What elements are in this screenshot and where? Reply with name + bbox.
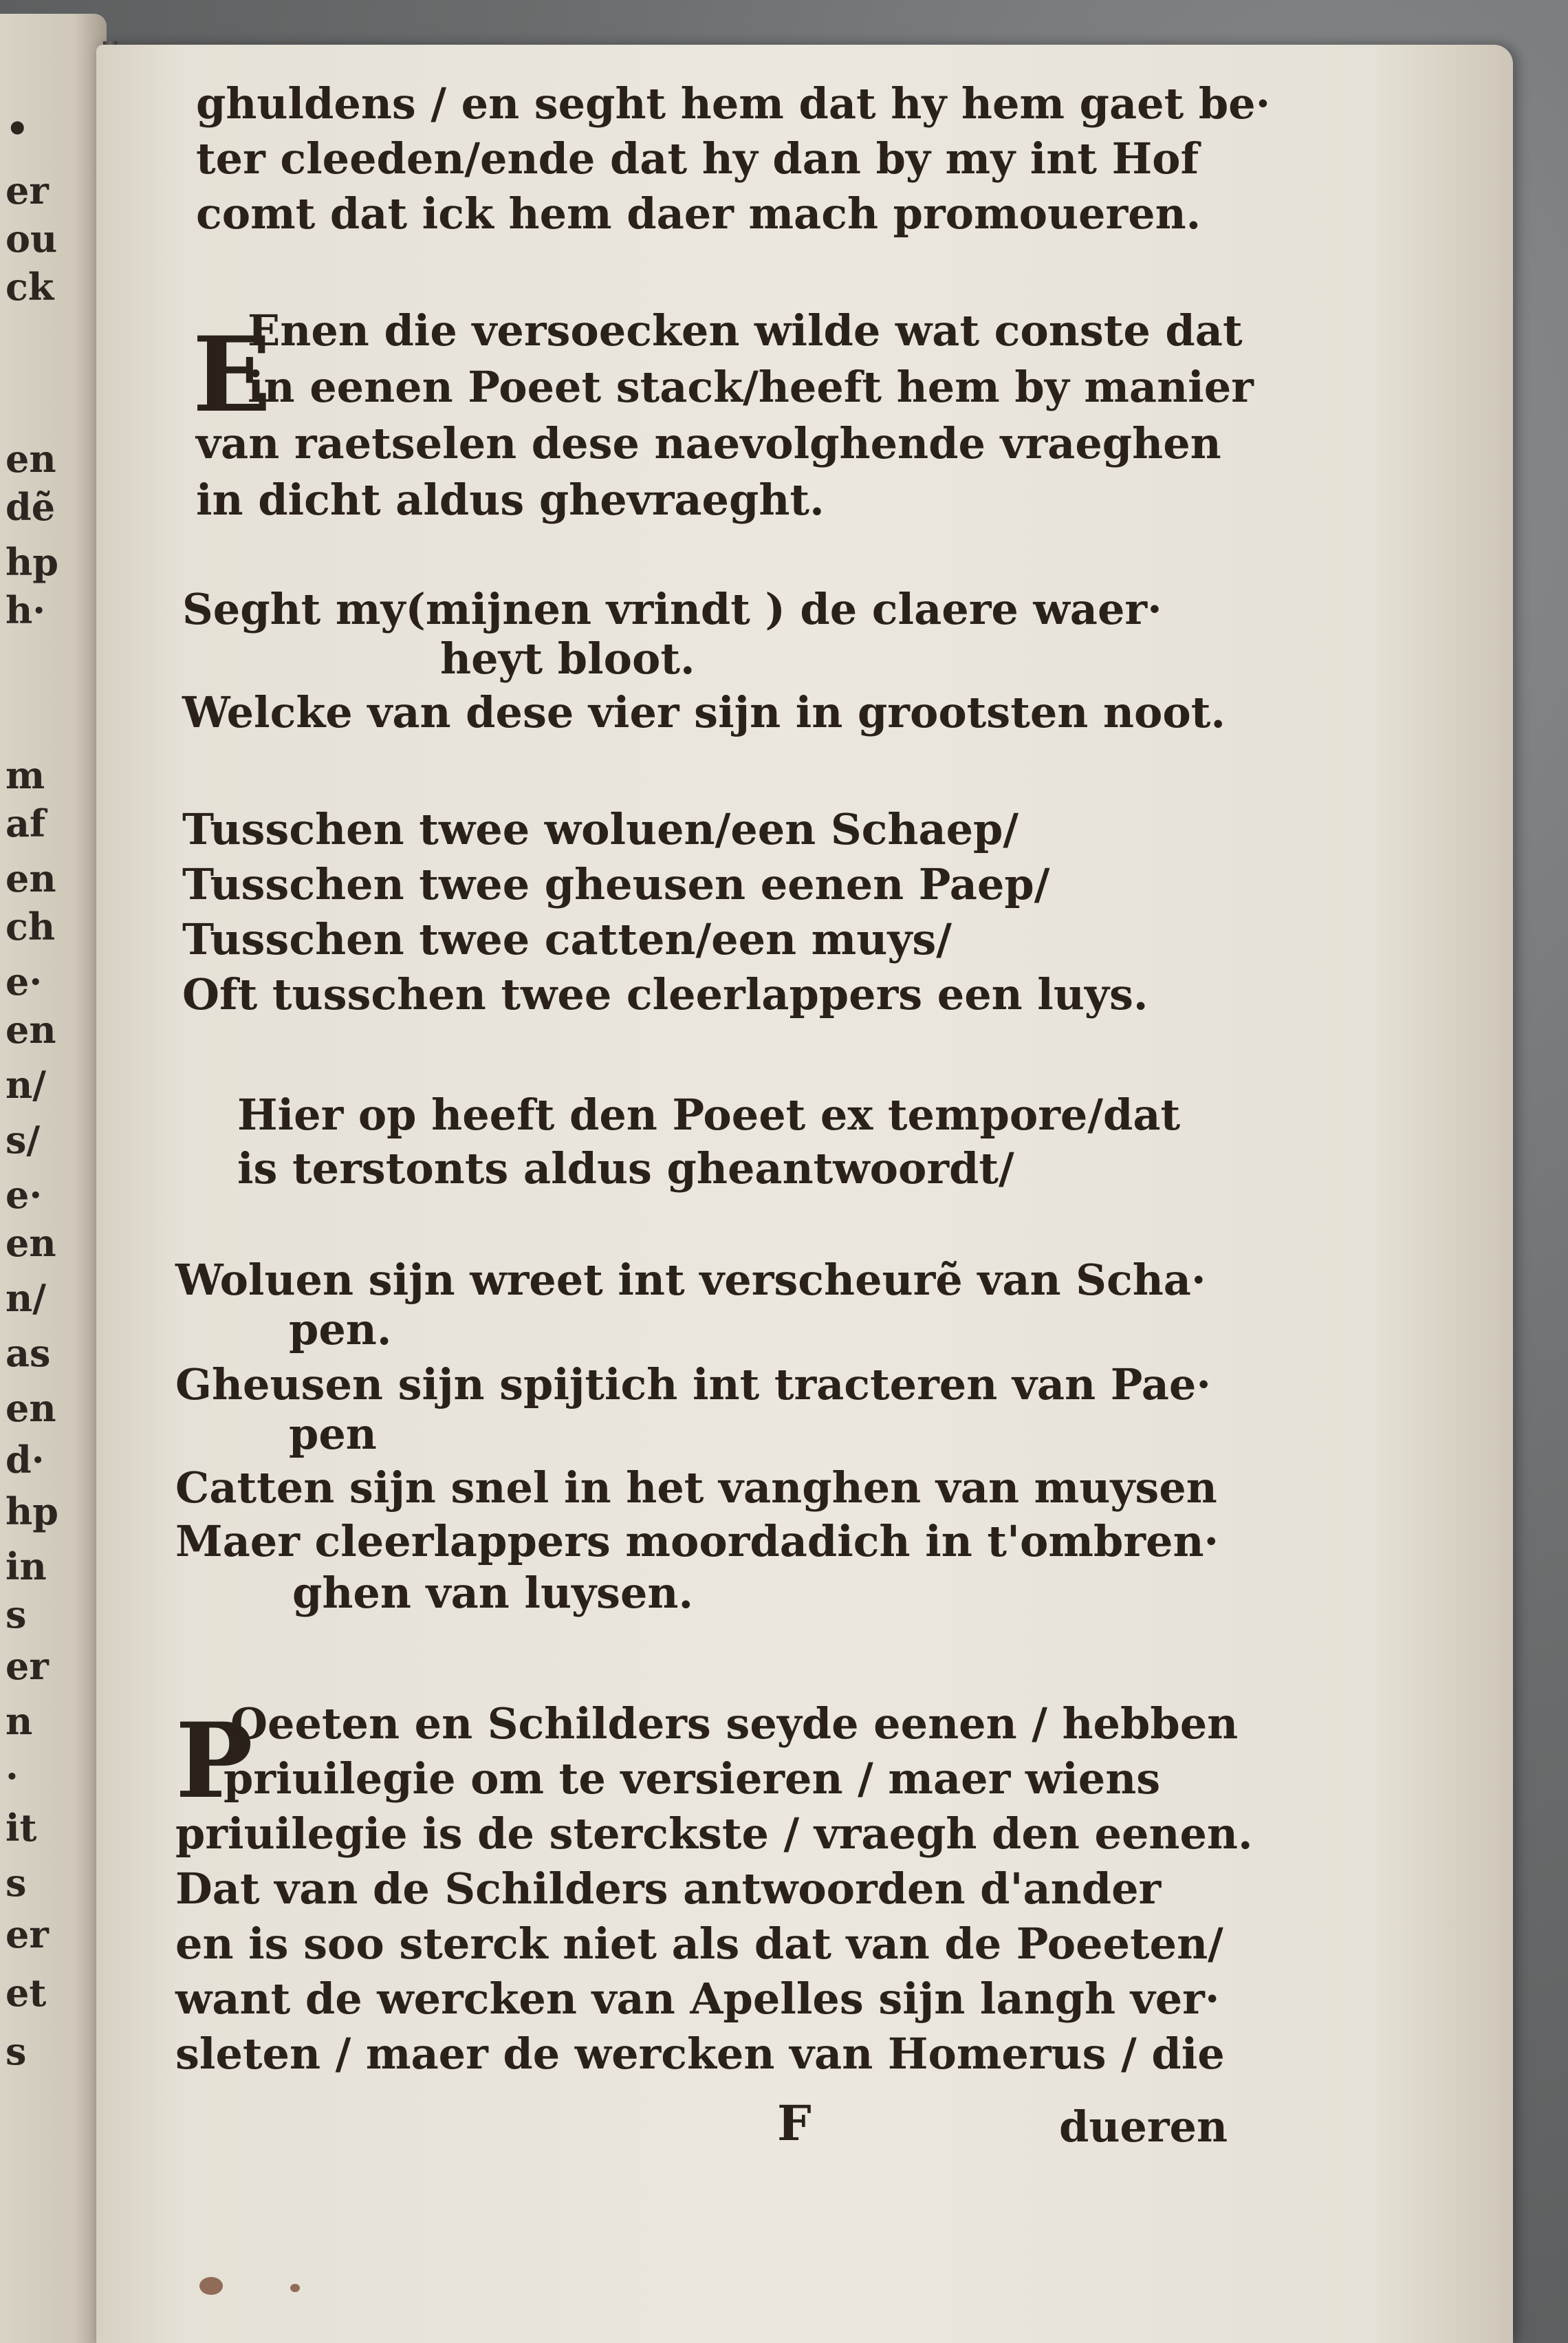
- text-line: in eenen Poeet stack/heeft hem by manier: [248, 362, 1254, 412]
- margin-fragment: in: [6, 1544, 47, 1588]
- margin-fragment: h·: [6, 588, 46, 632]
- text-line: heyt bloot.: [440, 634, 695, 684]
- text-line: Woluen sijn wreet int verscheurẽ van Scha·: [175, 1255, 1206, 1305]
- margin-fragment: er: [6, 169, 49, 213]
- margin-fragment: en: [6, 856, 56, 900]
- text-line: comt dat ick hem daer mach promoueren.: [196, 188, 1201, 239]
- margin-fragment: er: [6, 1912, 49, 1956]
- margin-fragment: n/: [6, 1063, 46, 1107]
- margin-fragment: af: [6, 801, 46, 845]
- margin-fragment: s/: [6, 1118, 41, 1162]
- margin-fragment: en: [6, 437, 56, 481]
- text-line: Welcke van dese vier sijn in grootsten noot.: [182, 687, 1226, 737]
- margin-fragment: as: [6, 1331, 51, 1375]
- margin-fragment: n: [6, 1699, 33, 1743]
- text-line: pen.: [289, 1304, 392, 1354]
- text-line: sleten / maer de wercken van Homerus / die: [175, 2029, 1225, 2079]
- margin-fragment: e·: [6, 1173, 43, 1217]
- text-line: Seght my(mijnen vrindt ) de claere waer·: [182, 584, 1162, 634]
- margin-fragment: er: [6, 1644, 49, 1688]
- text-line: priuilegie om te versieren / maer wiens: [224, 1753, 1161, 1804]
- margin-fragment: ·: [6, 1754, 19, 1798]
- margin-fragment: ck: [6, 265, 54, 309]
- margin-fragment: n/: [6, 1276, 46, 1320]
- drop-capital: P: [175, 1700, 253, 1822]
- margin-fragment: s: [6, 1861, 27, 1905]
- text-line: ter cleeden/ende dat hy dan by my int Hof: [196, 133, 1199, 184]
- text-line: want de wercken van Apelles sijn langh ver·: [175, 1974, 1220, 2024]
- text-line: is terstonts aldus gheantwoordt/: [237, 1143, 1014, 1194]
- text-line: Maer cleerlappers moordadich in t'ombren·: [175, 1516, 1219, 1566]
- margin-fragment: m: [6, 753, 45, 797]
- margin-fragment: d·: [6, 1438, 45, 1482]
- text-line: en is soo sterck niet als dat van de Poeeten/: [175, 1919, 1223, 1969]
- text-line: van raetselen dese naevolghende vraeghen: [196, 418, 1221, 468]
- text-line: Oft tusschen twee cleerlappers een luys.: [182, 969, 1148, 1019]
- margin-fragment: ou: [6, 217, 58, 261]
- text-line: Enen die versoecken wilde wat conste dat: [248, 305, 1243, 356]
- ink-spot: [199, 2277, 223, 2295]
- text-line: Dat van de Schilders antwoorden d'ander: [175, 1864, 1162, 1914]
- drop-capital: E: [193, 314, 272, 435]
- ink-spot: [290, 2284, 300, 2292]
- text-line: Hier op heeft den Poeet ex tempore/dat: [237, 1090, 1181, 1140]
- signature-mark: F: [777, 2095, 812, 2152]
- margin-fragment: s: [6, 1592, 27, 1637]
- text-line: Tusschen twee woluen/een Schaep/: [182, 804, 1019, 854]
- margin-fragment: •: [6, 107, 30, 151]
- margin-fragment: e·: [6, 960, 43, 1004]
- text-line: priuilegie is de sterckste / vraegh den eenen.: [175, 1808, 1253, 1859]
- text-line: Gheusen sijn spijtich int tracteren van Pae·: [175, 1359, 1211, 1410]
- text-line: Oeeten en Schilders seyde eenen / hebben: [230, 1698, 1239, 1749]
- text-line: Tusschen twee gheusen eenen Paep/: [182, 859, 1050, 909]
- margin-fragment: et: [6, 1971, 47, 2015]
- text-line: Catten sijn snel in het vanghen van muysen: [175, 1462, 1217, 1513]
- margin-fragment: en: [6, 1386, 56, 1430]
- left-page-edge: [0, 14, 107, 2343]
- margin-fragment: it: [6, 1806, 37, 1850]
- book-page: [96, 45, 1513, 2343]
- margin-fragment: s: [6, 2029, 27, 2073]
- margin-fragment: hp: [6, 1489, 59, 1533]
- margin-fragment: hp: [6, 540, 59, 584]
- text-line: ghen van luysen.: [292, 1568, 694, 1618]
- text-line: Tusschen twee catten/een muys/: [182, 914, 952, 964]
- catchword: dueren: [1059, 2102, 1228, 2152]
- margin-fragment: ch: [6, 905, 56, 949]
- text-line: ghuldens / en seght hem dat hy hem gaet be·: [196, 78, 1271, 129]
- margin-fragment: en: [6, 1221, 56, 1265]
- text-line: in dicht aldus ghevraeght.: [196, 475, 825, 525]
- margin-fragment: dẽ: [6, 485, 56, 529]
- text-line: pen: [289, 1409, 377, 1459]
- margin-fragment: en: [6, 1008, 56, 1052]
